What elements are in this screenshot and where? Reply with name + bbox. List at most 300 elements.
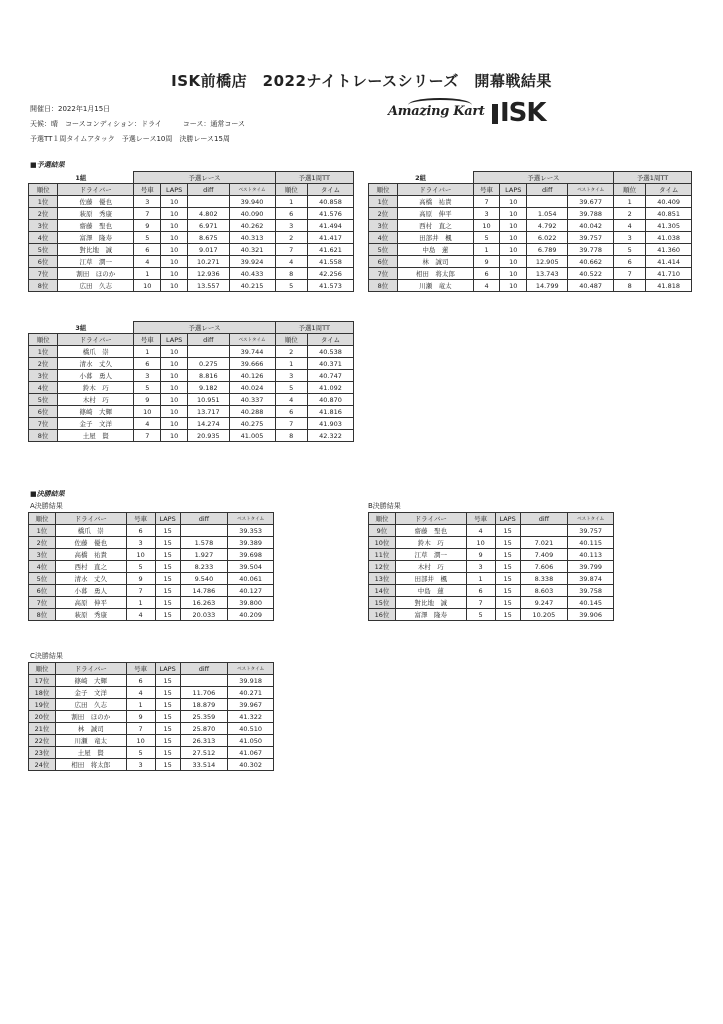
cell-driver: 広田 久志 (55, 699, 126, 711)
cell-laps: 10 (500, 256, 527, 268)
cell-driver: 小暮 勇人 (55, 585, 126, 597)
cell-best-time: 39.744 (229, 346, 275, 358)
cell-rank: 10位 (369, 537, 396, 549)
cell-kart-number: 4 (134, 256, 161, 268)
cell-laps: 10 (500, 232, 527, 244)
qualifying-tt-header: 予選1周TT (275, 322, 354, 334)
cell-tt-time: 41.573 (308, 280, 354, 292)
cell-rank: 19位 (29, 699, 56, 711)
cell-best-time: 39.757 (568, 525, 614, 537)
table-row (29, 382, 354, 394)
cell-diff: 1.927 (180, 549, 228, 561)
cell-rank: 15位 (369, 597, 396, 609)
cell-driver: 富澤 隆寿 (58, 232, 134, 244)
table-row (29, 585, 274, 597)
cell-tt-time: 41.360 (646, 244, 692, 256)
cell-driver: 林 誠司 (397, 256, 473, 268)
cell-diff: 8.675 (188, 232, 229, 244)
cell-laps: 10 (161, 268, 188, 280)
table-header-row (29, 334, 354, 346)
cell-rank: 6位 (29, 406, 58, 418)
cell-kart-number: 1 (473, 244, 500, 256)
cell-tt-rank: 5 (275, 382, 308, 394)
column-header-tt-rank: 順位 (275, 184, 308, 196)
cell-laps: 15 (155, 699, 180, 711)
cell-kart-number: 3 (126, 537, 155, 549)
cell-laps: 10 (161, 394, 188, 406)
cell-laps: 10 (500, 268, 527, 280)
cell-diff: 13.717 (188, 406, 229, 418)
column-header-diff: diff (520, 513, 568, 525)
cell-laps: 15 (155, 573, 180, 585)
cell-tt-rank: 6 (275, 208, 308, 220)
table-header-row (369, 513, 614, 525)
qualifying-table-group-2 (368, 171, 692, 292)
cell-rank: 7位 (29, 597, 56, 609)
cell-rank: 21位 (29, 723, 56, 735)
cell-tt-time: 41.038 (646, 232, 692, 244)
cell-kart-number: 6 (466, 585, 495, 597)
cell-best-time: 40.090 (229, 208, 275, 220)
cell-tt-time: 42.322 (308, 430, 354, 442)
cell-best-time: 39.353 (228, 525, 274, 537)
table-row (29, 244, 354, 256)
cell-best-time: 39.758 (568, 585, 614, 597)
cell-kart-number: 10 (126, 549, 155, 561)
cell-tt-time: 41.621 (308, 244, 354, 256)
cell-best-time: 39.504 (228, 561, 274, 573)
column-header-driver: ドライバー (55, 513, 126, 525)
column-header-rank: 順位 (29, 334, 58, 346)
cell-driver: 鈴木 巧 (395, 537, 466, 549)
cell-laps: 15 (495, 537, 520, 549)
cell-rank: 2位 (29, 537, 56, 549)
cell-laps: 10 (500, 244, 527, 256)
cell-best-time: 40.024 (229, 382, 275, 394)
cell-driver: 西村 直之 (55, 561, 126, 573)
table-row (29, 358, 354, 370)
cell-diff: 18.879 (180, 699, 228, 711)
qualifying-tt-header: 予選1周TT (275, 172, 354, 184)
column-header-best-time: ベストタイム (229, 184, 275, 196)
table-row (29, 418, 354, 430)
cell-rank: 5位 (29, 244, 58, 256)
cell-driver: 金子 文洋 (55, 687, 126, 699)
cell-laps: 10 (161, 280, 188, 292)
cell-rank: 7位 (29, 418, 58, 430)
cell-diff: 14.274 (188, 418, 229, 430)
cell-tt-rank: 6 (613, 256, 645, 268)
cell-tt-rank: 1 (613, 196, 645, 208)
cell-laps: 10 (161, 208, 188, 220)
cell-driver: 土屋 賢 (55, 747, 126, 759)
qualifying-table-group-3 (28, 321, 354, 442)
cell-rank: 16位 (369, 609, 396, 621)
cell-kart-number: 3 (126, 759, 155, 771)
cell-kart-number: 7 (473, 196, 500, 208)
cell-laps: 15 (495, 525, 520, 537)
cell-laps: 15 (155, 549, 180, 561)
cell-driver: 齋藤 聖也 (58, 220, 134, 232)
cell-driver: 萩原 秀康 (58, 208, 134, 220)
cell-tt-time: 40.538 (308, 346, 354, 358)
column-header-laps: LAPS (161, 184, 188, 196)
cell-tt-rank: 2 (275, 232, 308, 244)
cell-tt-time: 41.710 (646, 268, 692, 280)
cell-diff: 1.578 (180, 537, 228, 549)
cell-driver: 佐藤 優也 (58, 196, 134, 208)
cell-tt-time: 40.409 (646, 196, 692, 208)
column-header-kart-number: 号車 (134, 334, 161, 346)
table-row (369, 549, 614, 561)
cell-laps: 10 (161, 382, 188, 394)
column-header-driver: ドライバー (55, 663, 126, 675)
cell-laps: 15 (495, 561, 520, 573)
cell-rank: 1位 (29, 346, 58, 358)
cell-best-time: 40.337 (229, 394, 275, 406)
cell-diff: 20.033 (180, 609, 228, 621)
cell-tt-time: 41.818 (646, 280, 692, 292)
cell-best-time: 40.321 (229, 244, 275, 256)
column-header-rank: 順位 (369, 184, 398, 196)
cell-laps: 10 (161, 370, 188, 382)
cell-best-time: 39.874 (568, 573, 614, 585)
column-header-driver: ドライバー (395, 513, 466, 525)
column-header-diff: diff (188, 184, 229, 196)
cell-diff: 25.359 (180, 711, 228, 723)
cell-laps: 15 (495, 585, 520, 597)
cell-laps: 10 (161, 406, 188, 418)
table-header-row (29, 663, 274, 675)
table-row (369, 537, 614, 549)
cell-rank: 8位 (29, 430, 58, 442)
column-header-tt-time: タイム (646, 184, 692, 196)
cell-rank: 1位 (369, 196, 398, 208)
cell-best-time: 40.313 (229, 232, 275, 244)
cell-diff: 10.271 (188, 256, 229, 268)
cell-kart-number: 1 (134, 268, 161, 280)
cell-rank: 4位 (369, 232, 398, 244)
cell-rank: 2位 (29, 208, 58, 220)
column-header-laps: LAPS (155, 663, 180, 675)
cell-best-time: 40.115 (568, 537, 614, 549)
cell-rank: 20位 (29, 711, 56, 723)
cell-rank: 9位 (369, 525, 396, 537)
column-header-kart-number: 号車 (473, 184, 500, 196)
cell-best-time: 40.433 (229, 268, 275, 280)
qualifying-race-header: 予選レース (473, 172, 613, 184)
cell-tt-rank: 2 (613, 208, 645, 220)
cell-tt-rank: 4 (275, 256, 308, 268)
cell-tt-rank: 3 (275, 220, 308, 232)
cell-best-time: 41.050 (228, 735, 274, 747)
cell-driver: 川瀬 竜太 (55, 735, 126, 747)
cell-tt-time: 41.305 (646, 220, 692, 232)
cell-driver: 高原 伸平 (55, 597, 126, 609)
cell-diff: 9.017 (188, 244, 229, 256)
cell-tt-time: 42.256 (308, 268, 354, 280)
table-row (29, 609, 274, 621)
table-row (29, 675, 274, 687)
cell-rank: 1位 (29, 196, 58, 208)
table-row (369, 561, 614, 573)
cell-tt-time: 41.576 (308, 208, 354, 220)
cell-rank: 5位 (29, 573, 56, 585)
cell-driver: 鈴木 巧 (58, 382, 134, 394)
cell-rank: 4位 (29, 382, 58, 394)
final-b-title: B決勝結果 (368, 502, 401, 510)
cell-kart-number: 1 (126, 597, 155, 609)
column-header-diff: diff (180, 663, 228, 675)
cell-best-time: 40.262 (229, 220, 275, 232)
cell-best-time: 40.487 (568, 280, 614, 292)
cell-driver: 高原 伸平 (397, 208, 473, 220)
cell-diff (520, 525, 568, 537)
cell-best-time: 40.209 (228, 609, 274, 621)
qualifying-tt-header: 予選1周TT (613, 172, 691, 184)
table-row (29, 280, 354, 292)
cell-driver: 篠崎 大輝 (55, 675, 126, 687)
cell-diff: 27.512 (180, 747, 228, 759)
cell-driver: 江草 潤一 (58, 256, 134, 268)
cell-driver: 富澤 隆寿 (395, 609, 466, 621)
table-row (29, 196, 354, 208)
cell-tt-time: 41.414 (646, 256, 692, 268)
cell-laps: 10 (500, 280, 527, 292)
cell-diff: 13.743 (527, 268, 568, 280)
column-header-best-time: ベストタイム (228, 513, 274, 525)
table-row (29, 256, 354, 268)
cell-best-time: 40.113 (568, 549, 614, 561)
cell-driver: 田部井 楓 (397, 232, 473, 244)
cell-rank: 7位 (369, 268, 398, 280)
cell-driver: 木村 巧 (58, 394, 134, 406)
cell-diff: 12.936 (188, 268, 229, 280)
table-row (29, 597, 274, 609)
cell-diff (188, 346, 229, 358)
cell-diff: 26.313 (180, 735, 228, 747)
cell-kart-number: 9 (126, 573, 155, 585)
column-header-laps: LAPS (155, 513, 180, 525)
cell-tt-rank: 3 (275, 370, 308, 382)
cell-tt-time: 40.747 (308, 370, 354, 382)
cell-rank: 4位 (29, 561, 56, 573)
cell-diff: 8.233 (180, 561, 228, 573)
cell-best-time: 39.918 (228, 675, 274, 687)
cell-tt-rank: 4 (613, 220, 645, 232)
table-header-row (29, 513, 274, 525)
cell-rank: 11位 (369, 549, 396, 561)
qualifying-race-header: 予選レース (134, 322, 275, 334)
cell-kart-number: 7 (126, 585, 155, 597)
cell-kart-number: 5 (126, 747, 155, 759)
cell-laps: 10 (161, 430, 188, 442)
cell-best-time: 40.510 (228, 723, 274, 735)
cell-tt-time: 40.870 (308, 394, 354, 406)
cell-kart-number: 5 (473, 232, 500, 244)
cell-rank: 7位 (29, 268, 58, 280)
table-row (29, 687, 274, 699)
column-header-driver: ドライバー (58, 184, 134, 196)
cell-diff: 9.182 (188, 382, 229, 394)
table-row (369, 609, 614, 621)
cell-rank: 2位 (29, 358, 58, 370)
column-header-tt-time: タイム (308, 334, 354, 346)
cell-driver: 篠崎 大輝 (58, 406, 134, 418)
cell-kart-number: 6 (134, 358, 161, 370)
column-header-rank: 順位 (369, 513, 396, 525)
cell-laps: 10 (161, 256, 188, 268)
cell-driver: 萩原 秀康 (55, 609, 126, 621)
column-header-laps: LAPS (161, 334, 188, 346)
cell-driver: 相田 将太郎 (397, 268, 473, 280)
column-header-best-time: ベストタイム (228, 663, 274, 675)
cell-rank: 8位 (29, 609, 56, 621)
final-a-table (28, 512, 274, 621)
cell-driver: 江草 潤一 (395, 549, 466, 561)
cell-best-time: 40.215 (229, 280, 275, 292)
cell-laps: 10 (161, 346, 188, 358)
cell-best-time: 40.275 (229, 418, 275, 430)
cell-kart-number: 7 (134, 430, 161, 442)
cell-kart-number: 6 (126, 525, 155, 537)
cell-driver: 清水 丈久 (58, 358, 134, 370)
cell-kart-number: 1 (126, 699, 155, 711)
cell-kart-number: 7 (466, 597, 495, 609)
cell-tt-rank: 7 (275, 244, 308, 256)
cell-best-time: 40.271 (228, 687, 274, 699)
cell-tt-time: 41.558 (308, 256, 354, 268)
cell-best-time: 40.127 (228, 585, 274, 597)
cell-best-time: 39.698 (228, 549, 274, 561)
cell-kart-number: 5 (134, 232, 161, 244)
cell-diff: 9.247 (520, 597, 568, 609)
cell-kart-number: 9 (134, 220, 161, 232)
cell-kart-number: 5 (126, 561, 155, 573)
cell-laps: 15 (155, 687, 180, 699)
cell-kart-number: 10 (134, 406, 161, 418)
table-group-header-row (369, 172, 692, 184)
column-header-rank: 順位 (29, 663, 56, 675)
cell-driver: 割田 ほのか (55, 711, 126, 723)
group-name: 3組 (29, 322, 134, 334)
cell-tt-rank: 7 (613, 268, 645, 280)
cell-diff: 7.021 (520, 537, 568, 549)
column-header-tt-time: タイム (308, 184, 354, 196)
cell-laps: 15 (155, 723, 180, 735)
cell-diff: 8.816 (188, 370, 229, 382)
table-row (369, 268, 692, 280)
cell-driver: 高橋 祐貴 (55, 549, 126, 561)
cell-kart-number: 3 (134, 370, 161, 382)
cell-tt-rank: 3 (613, 232, 645, 244)
cell-kart-number: 4 (126, 609, 155, 621)
cell-driver: 中島 蓮 (395, 585, 466, 597)
cell-diff: 8.338 (520, 573, 568, 585)
column-header-best-time: ベストタイム (568, 184, 614, 196)
cell-diff: 9.540 (180, 573, 228, 585)
column-header-tt-rank: 順位 (613, 184, 645, 196)
table-row (29, 406, 354, 418)
cell-rank: 4位 (29, 232, 58, 244)
cell-driver: 木村 巧 (395, 561, 466, 573)
table-row (369, 220, 692, 232)
table-row (369, 597, 614, 609)
final-section-title: ■決勝結果 (30, 490, 65, 498)
final-a-title: A決勝結果 (30, 502, 63, 510)
cell-rank: 6位 (369, 256, 398, 268)
cell-kart-number: 1 (134, 346, 161, 358)
cell-tt-rank: 7 (275, 418, 308, 430)
cell-rank: 14位 (369, 585, 396, 597)
cell-best-time: 41.322 (228, 711, 274, 723)
cell-kart-number: 10 (126, 735, 155, 747)
cell-laps: 15 (155, 675, 180, 687)
table-group-header-row (29, 172, 354, 184)
cell-best-time: 39.799 (568, 561, 614, 573)
cell-kart-number: 3 (466, 561, 495, 573)
cell-best-time: 39.757 (568, 232, 614, 244)
cell-diff: 33.514 (180, 759, 228, 771)
cell-kart-number: 5 (466, 609, 495, 621)
table-row (29, 561, 274, 573)
group-name: 1組 (29, 172, 134, 184)
cell-driver: 橋爪 崇 (55, 525, 126, 537)
cell-tt-time: 40.851 (646, 208, 692, 220)
page-title: ISK前橋店 2022ナイトレースシリーズ 開幕戦結果 (171, 72, 552, 90)
cell-tt-rank: 8 (613, 280, 645, 292)
table-row (369, 280, 692, 292)
cell-tt-rank: 2 (275, 346, 308, 358)
cell-laps: 10 (500, 196, 527, 208)
cell-driver: 橋爪 崇 (58, 346, 134, 358)
table-row (29, 430, 354, 442)
cell-best-time: 39.967 (228, 699, 274, 711)
cell-laps: 10 (161, 232, 188, 244)
column-header-kart-number: 号車 (126, 663, 155, 675)
cell-kart-number: 7 (126, 723, 155, 735)
table-header-row (29, 184, 354, 196)
table-row (29, 232, 354, 244)
column-header-diff: diff (188, 334, 229, 346)
table-group-header-row (29, 322, 354, 334)
column-header-driver: ドライバー (397, 184, 473, 196)
column-header-kart-number: 号車 (134, 184, 161, 196)
cell-diff (180, 525, 228, 537)
cell-diff: 6.789 (527, 244, 568, 256)
table-row (29, 735, 274, 747)
cell-rank: 17位 (29, 675, 56, 687)
cell-rank: 5位 (369, 244, 398, 256)
cell-driver: 相田 将太郎 (55, 759, 126, 771)
cell-diff (188, 196, 229, 208)
cell-kart-number: 10 (473, 220, 500, 232)
table-header-row (369, 184, 692, 196)
cell-diff: 20.935 (188, 430, 229, 442)
amazing-kart-isk-logo (388, 98, 558, 130)
cell-diff: 4.802 (188, 208, 229, 220)
cell-tt-rank: 8 (275, 430, 308, 442)
cell-best-time: 40.288 (229, 406, 275, 418)
cell-diff: 12.905 (527, 256, 568, 268)
cell-best-time: 39.800 (228, 597, 274, 609)
cell-best-time: 39.389 (228, 537, 274, 549)
cell-rank: 12位 (369, 561, 396, 573)
column-header-tt-rank: 順位 (275, 334, 308, 346)
cell-tt-time: 41.092 (308, 382, 354, 394)
table-row (369, 232, 692, 244)
cell-laps: 15 (155, 735, 180, 747)
